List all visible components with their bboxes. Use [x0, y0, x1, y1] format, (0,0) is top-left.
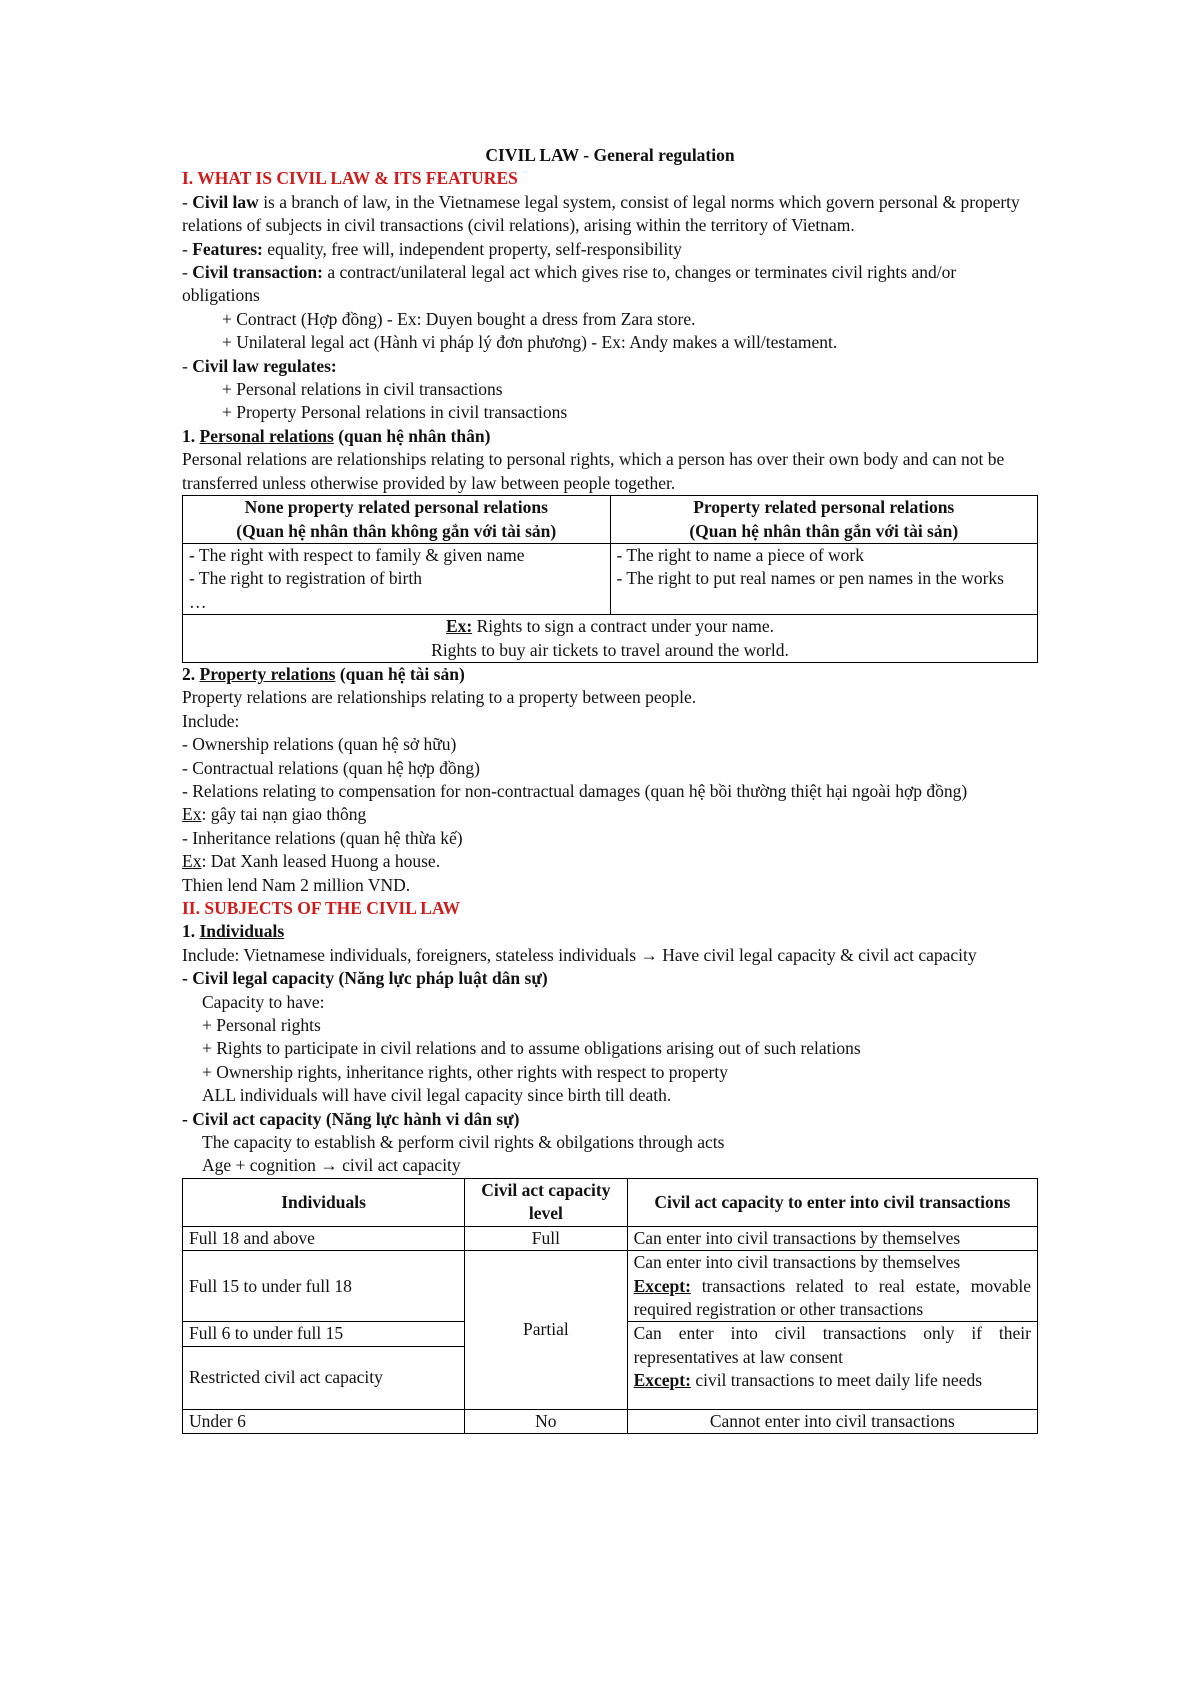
individuals-text: Include: Vietnamese individuals, foreigners, stateless individuals → Have civil legal capacity & civil act capacity — [182, 944, 977, 965]
example-line: Ex: Dat Xanh leased Huong a house. — [182, 851, 441, 872]
features-text: equality, free will, independent property, self-responsibility — [262, 238, 682, 259]
table-cell: Full 6 to under full 15 — [183, 1322, 465, 1346]
act-capacity-item: Age + cognition → civil act capacity — [202, 1155, 461, 1176]
table-cell-partial: Partial — [465, 1251, 627, 1410]
personal-relations-text: Personal relations are relationships relating to personal rights, which a person has over their own body and can not be transferred unless otherwise provided by law between people together. — [182, 449, 1005, 493]
regulates-paragraph: - Civil law regulates: — [182, 355, 337, 376]
legal-capacity-item: Capacity to have: — [202, 991, 325, 1012]
property-item: - Relations relating to compensation for non-contractual damages (quan hệ bồi thường thiệt hại ngoài hợp đồng) — [182, 780, 968, 801]
table-cell: Can enter into civil transactions by themselves — [627, 1226, 1037, 1250]
table-cell: Full 15 to under full 18 — [183, 1251, 465, 1322]
section-heading-subjects: II. SUBJECTS OF THE CIVIL LAW — [182, 898, 461, 918]
transaction-label: Civil transaction: — [192, 262, 323, 283]
table-cell: Can enter into civil transactions only if their representatives at law consent Except: civil transactions to meet daily life needs — [627, 1322, 1037, 1409]
document-page — [182, 144, 1038, 1434]
table-cell: Full — [465, 1226, 627, 1250]
property-relations-heading: 2. Property relations (quan hệ tài sản) — [182, 663, 465, 684]
contract-item: + Contract (Hợp đồng) - Ex: Duyen bought a dress from Zara store. — [222, 308, 696, 329]
civil-act-capacity-label: - Civil act capacity (Năng lực hành vi dân sự) — [182, 1108, 520, 1129]
personal-relations-heading: 1. Personal relations (quan hệ nhân thân) — [182, 425, 491, 446]
definition-label: Civil law — [192, 191, 259, 212]
legal-capacity-item: + Personal rights — [202, 1015, 321, 1036]
property-relations-text: Property relations are relationships relating to a property between people. — [182, 687, 697, 708]
civil-act-capacity-table — [182, 1178, 1038, 1434]
table-cell: - The right to name a piece of work - The right to put real names or pen names in the works — [610, 543, 1038, 614]
individuals-heading: 1. Individuals — [182, 921, 285, 942]
table-cell: Under 6 — [183, 1409, 465, 1433]
table-cell: No — [465, 1409, 627, 1433]
legal-capacity-item: + Ownership rights, inheritance rights, other rights with respect to property — [202, 1061, 728, 1082]
table-cell: Restricted civil act capacity — [183, 1346, 465, 1409]
table-header: Civil act capacity to enter into civil transactions — [627, 1178, 1037, 1226]
civil-legal-capacity-label: - Civil legal capacity (Năng lực pháp luật dân sự) — [182, 968, 548, 989]
definition-text: is a branch of law, in the Vietnamese legal system, consist of legal norms which govern personal & property relations of subjects in civil transactions (civil relations), arising within the territory of Vietnam. — [182, 191, 1020, 236]
act-capacity-item: The capacity to establish & perform civil rights & obilgations through acts — [202, 1132, 725, 1153]
features-paragraph: - Features: equality, free will, independent property, self-responsibility — [182, 238, 682, 259]
table-header: Civil act capacity level — [465, 1178, 627, 1226]
table-cell: Full 18 and above — [183, 1226, 465, 1250]
include-label: Include: — [182, 710, 240, 731]
example-line: Thien lend Nam 2 million VND. — [182, 874, 411, 895]
personal-relations-table — [182, 495, 1038, 663]
table-cell: Cannot enter into civil transactions — [627, 1409, 1037, 1433]
transaction-paragraph: - Civil transaction: a contract/unilateral legal act which gives rise to, changes or terminates civil rights and/or obligations — [182, 262, 957, 306]
unilateral-item: + Unilateral legal act (Hành vi pháp lý đơn phương) - Ex: Andy makes a will/testament. — [222, 332, 838, 353]
property-item: - Contractual relations (quan hệ hợp đồng) — [182, 757, 480, 778]
section-heading-what-is-civil-law: I. WHAT IS CIVIL LAW & ITS FEATURES — [182, 168, 518, 189]
table-example-cell: Ex: Rights to sign a contract under your name. Rights to buy air tickets to travel around the world. — [183, 615, 1038, 663]
table-header: None property related personal relations (Quan hệ nhân thân không gắn với tài sản) — [183, 496, 611, 544]
table-header: Individuals — [183, 1178, 465, 1226]
regulates-item: + Property Personal relations in civil transactions — [222, 402, 568, 423]
property-item: - Ownership relations (quan hệ sở hữu) — [182, 734, 457, 755]
legal-capacity-item: + Rights to participate in civil relations and to assume obligations arising out of such relations — [202, 1038, 861, 1059]
regulates-item: + Personal relations in civil transactions — [222, 379, 503, 400]
legal-capacity-item: ALL individuals will have civil legal capacity since birth till death. — [202, 1085, 672, 1106]
page-title: CIVIL LAW - General regulation — [485, 145, 735, 165]
example-line: Ex: gây tai nạn giao thông — [182, 804, 367, 825]
definition-paragraph: - Civil law is a branch of law, in the Vietnamese legal system, consist of legal norms which govern personal & property relations of subjects in civil transactions (civil relations), arising within the territory of Vietnam. — [182, 191, 1020, 236]
transaction-text: a contract/unilateral legal act which gives rise to, changes or terminates civil rights and/or obligations — [182, 262, 957, 306]
property-item: - Inheritance relations (quan hệ thừa kế) — [182, 827, 463, 848]
table-header: Property related personal relations (Quan hệ nhân thân gắn với tài sản) — [610, 496, 1038, 544]
regulates-label: Civil law regulates: — [192, 355, 337, 376]
table-cell: Can enter into civil transactions by themselves Except: transactions related to real estate, movable required registration or other transactions — [627, 1251, 1037, 1322]
features-label: Features: — [192, 238, 263, 259]
table-cell: - The right with respect to family & given name - The right to registration of birth … — [183, 543, 611, 614]
